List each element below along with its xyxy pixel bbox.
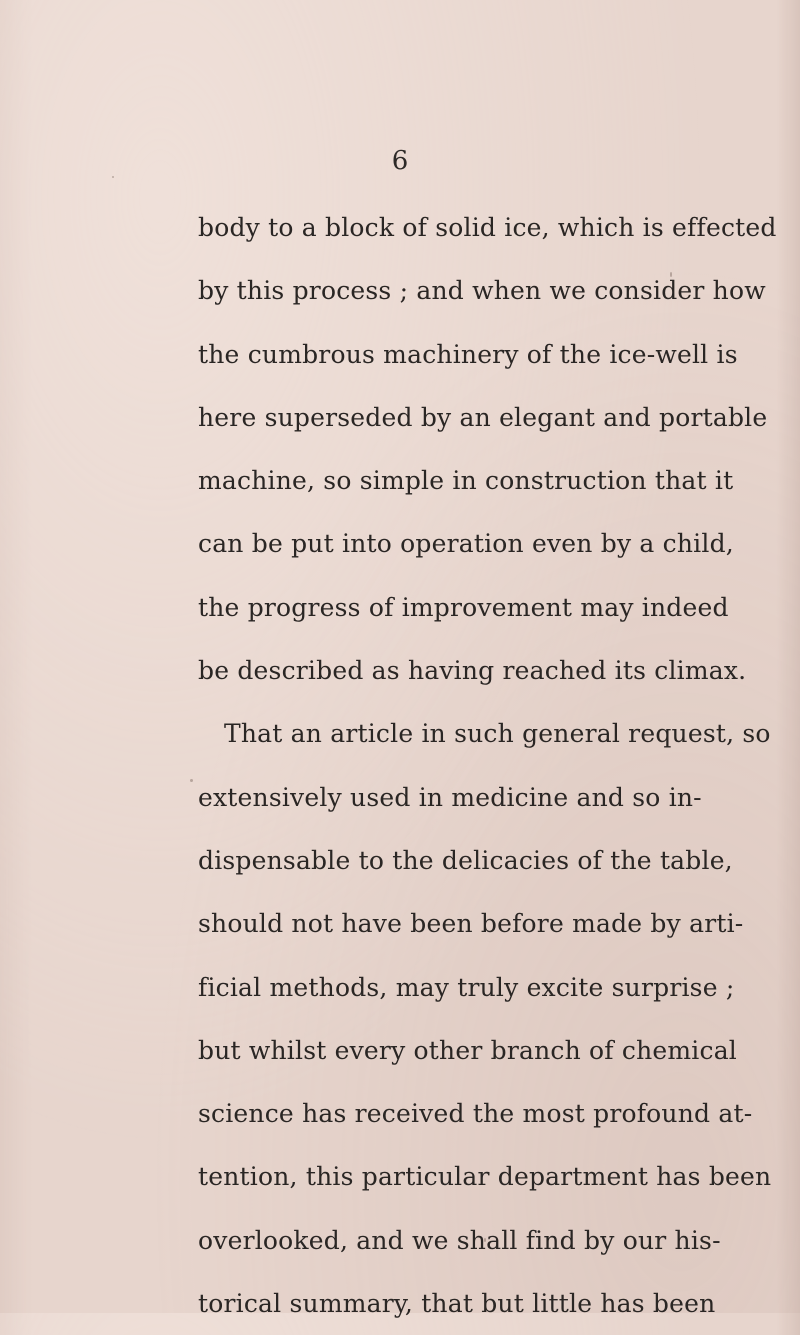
body-text <box>198 196 777 1335</box>
text-line: but whilst every other branch of chemical <box>198 1035 737 1065</box>
text-line: should not have been before made by arti- <box>198 909 744 939</box>
paper-speck <box>190 779 193 782</box>
paragraph-1 <box>198 196 777 702</box>
text-line: science has received the most profound at- <box>198 1099 753 1129</box>
text-line: be described as having reached its climax. <box>198 656 747 686</box>
text-line: can be put into operation even by a child, <box>198 529 734 559</box>
page-number: 6 <box>391 146 409 176</box>
paper-speck <box>670 272 672 277</box>
text-line: the progress of improvement may indeed <box>198 592 729 622</box>
paragraph-2 <box>198 702 772 1335</box>
text-line: dispensable to the delicacies of the table, <box>198 845 733 875</box>
text-line: overlooked, and we shall find by our his- <box>198 1225 721 1255</box>
text-line: by this process ; and when we consider how <box>198 276 766 306</box>
text-line: body to a block of solid ice, which is effected <box>198 213 777 242</box>
text-line: That an article in such general request, so <box>224 719 771 749</box>
text-line: extensively used in medicine and so in- <box>198 782 702 812</box>
text-line: ficial methods, may truly excite surprise ; <box>198 972 735 1002</box>
text-line: the cumbrous machinery of the ice-well is <box>198 339 738 369</box>
paper-speck <box>112 176 114 178</box>
text-line: tention, this particular department has been <box>198 1162 772 1192</box>
text-line: here superseded by an elegant and portable <box>198 402 768 432</box>
text-line: machine, so simple in construction that it <box>198 466 734 496</box>
text-line: torical summary, that but little has been <box>198 1289 716 1319</box>
paper-speck <box>484 1238 486 1242</box>
